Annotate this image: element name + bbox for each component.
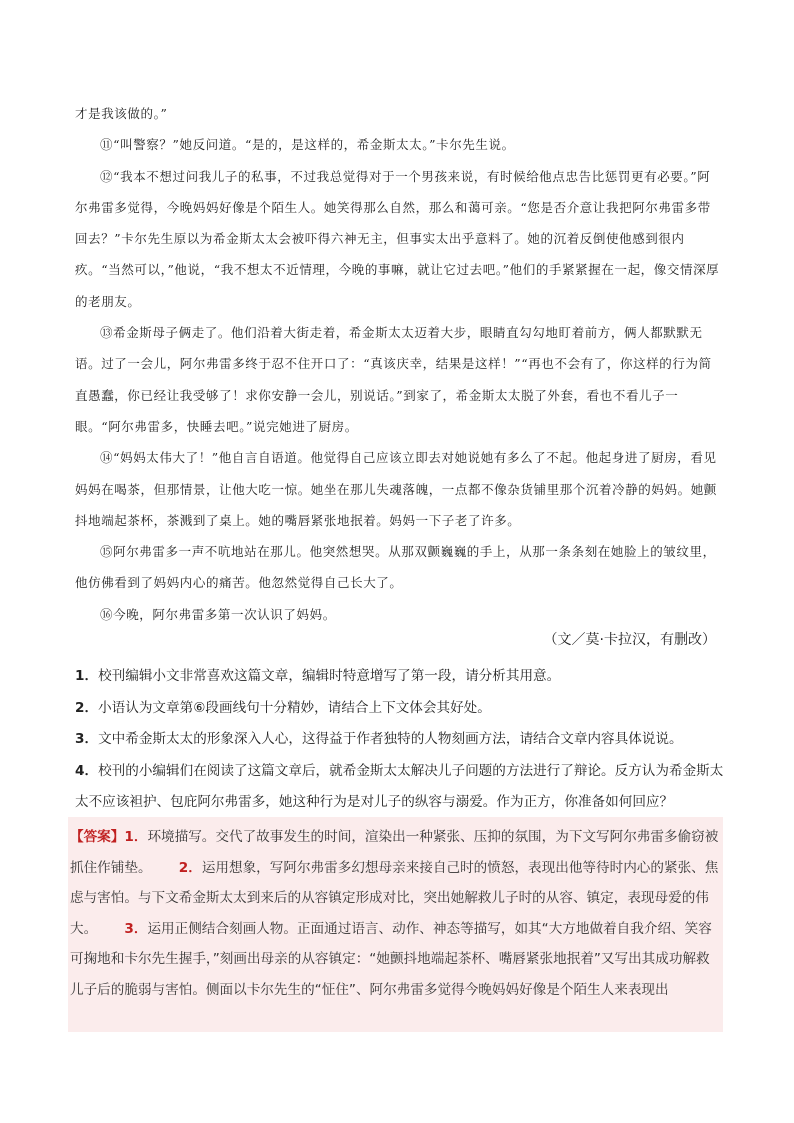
answer-number: 2． <box>178 859 202 876</box>
paragraph-16: ⑯今晚，阿尔弗雷多第一次认识了妈妈。 <box>100 606 336 622</box>
answer-text: 运用正侧结合刻画人物。正面通过语言、动作、神态等描写，如其“大方地做着自我介绍、笑容可掬地和卡尔先生握手，”刻画出母亲的从容镇定：“她颤抖地端起茶杯、嘴唇紧张地抿着”又写出其成功解救儿子后的脆弱与害怕。侧面以卡尔先生的“怔住”、阿尔弗雷多觉得今晚妈妈好像是个陌生人来表现出 <box>70 920 712 998</box>
question-item <box>75 724 725 756</box>
answer-text: 环境描写。交代了故事发生的时间，渲染出一种紧张、压抑的氛围，为下文写阿尔弗雷多偷窃被抓住作铺垫。 <box>70 829 719 876</box>
paragraph-0: 才是我该做的。” <box>75 106 168 121</box>
question-item <box>75 693 725 725</box>
answer-text: 运用想象，写阿尔弗雷多幻想母亲来接自己时的愤怒，表现出他等待时内心的紧张、焦虑与害怕。与下文希金斯太太到来后的从容镇定形成对比，突出她解救儿子时的从容、镇定，表现母爱的伟大。 <box>70 859 719 937</box>
question-list <box>75 661 725 819</box>
question-text: 文中希金斯太太的形象深入人心，这得益于作者独特的人物刻画方法，请结合文章内容具体说说。 <box>98 731 683 747</box>
paragraph-11: ⑪“叫警察？”她反问道。“是的，是这样的，希金斯太太。”卡尔先生说。 <box>100 137 515 153</box>
question-text: 校刊编辑小文非常喜欢这篇文章，编辑时特意增写了第一段，请分析其用意。 <box>98 668 561 684</box>
question-number: 2． <box>75 699 99 716</box>
source-attribution: （文／莫·卡拉汉，有删改） <box>543 632 716 648</box>
answer-number: 1． <box>124 829 148 845</box>
paragraph-12: ⑫“我本不想过问我儿子的私事，不过我总觉得对于一个男孩来说，有时候给他点忠告比惩罚更有必要。”阿尔弗雷多觉得，今晚妈妈好像是个陌生人。她笑得那么自然，那么和蔼可亲。“您是否介意让我把阿尔弗雷多带回去？”卡尔先生原以为希金斯太太会被吓得六神无主，但事实太出乎意料了。她的沉着反倒使他感到很内疚。“当然可以，”他说，“我不想太不近情理，今晚的事嘛，就让它过去吧。”他们的手紧紧握在一起，像交情深厚的老朋友。 <box>75 168 720 309</box>
story-text <box>75 98 720 630</box>
question-number: 4． <box>75 762 99 779</box>
question-item <box>75 756 725 819</box>
question-number: 3． <box>75 731 99 747</box>
paragraph-13: ⑬希金斯母子俩走了。他们沿着大街走着，希金斯太太迈着大步，眼睛直勾勾地盯着前方，俩人都默默无语。过了一会儿，阿尔弗雷多终于忍不住开口了：“真该庆幸，结果是这样！”“再也不会有了，你这样的行为简直愚蠢，你已经让我受够了！求你安静一会儿，别说话。”到家了，希金斯太太脱了外套，看也不看儿子一眼。“阿尔弗雷多，快睡去吧。”说完她进了厨房。 <box>75 325 712 434</box>
paragraph-15: ⑮阿尔弗雷多一声不吭地站在那儿。他突然想哭。从那双颤巍巍的手上，从那一条条刻在她脸上的皱纹里，他仿佛看到了妈妈内心的痛苦。他忽然觉得自己长大了。 <box>75 544 716 591</box>
question-number: 1． <box>75 668 99 684</box>
answer-tag: 【答案】 <box>70 829 125 845</box>
question-item <box>75 661 725 693</box>
paragraph-14: ⑭“妈妈太伟大了！”他自言自语道。他觉得自己应该立即去对她说她有多么了不起。他起身进了厨房，看见妈妈在喝茶，但那情景，让他大吃一惊。她坐在那儿失魂落魄，一点都不像杂货铺里那个沉着冷静的妈妈。她颤抖地端起茶杯，茶溅到了桌上。她的嘴唇紧张地抿着。妈妈一下子老了许多。 <box>75 450 717 528</box>
answer-number: 3． <box>124 920 148 937</box>
question-text: 校刊的小编辑们在阅读了这篇文章后，就希金斯太太解决儿子问题的方法进行了辩论。反方认为希金斯太太不应该袒护、包庇阿尔弗雷多，她这种行为是对儿子的纵容与溺爱。作为正方，你准备如何回应？ <box>75 762 724 810</box>
answer-block <box>68 817 723 1032</box>
question-text: 小语认为文章第⑥段画线句十分精妙，请结合上下文体会其好处。 <box>98 699 491 716</box>
